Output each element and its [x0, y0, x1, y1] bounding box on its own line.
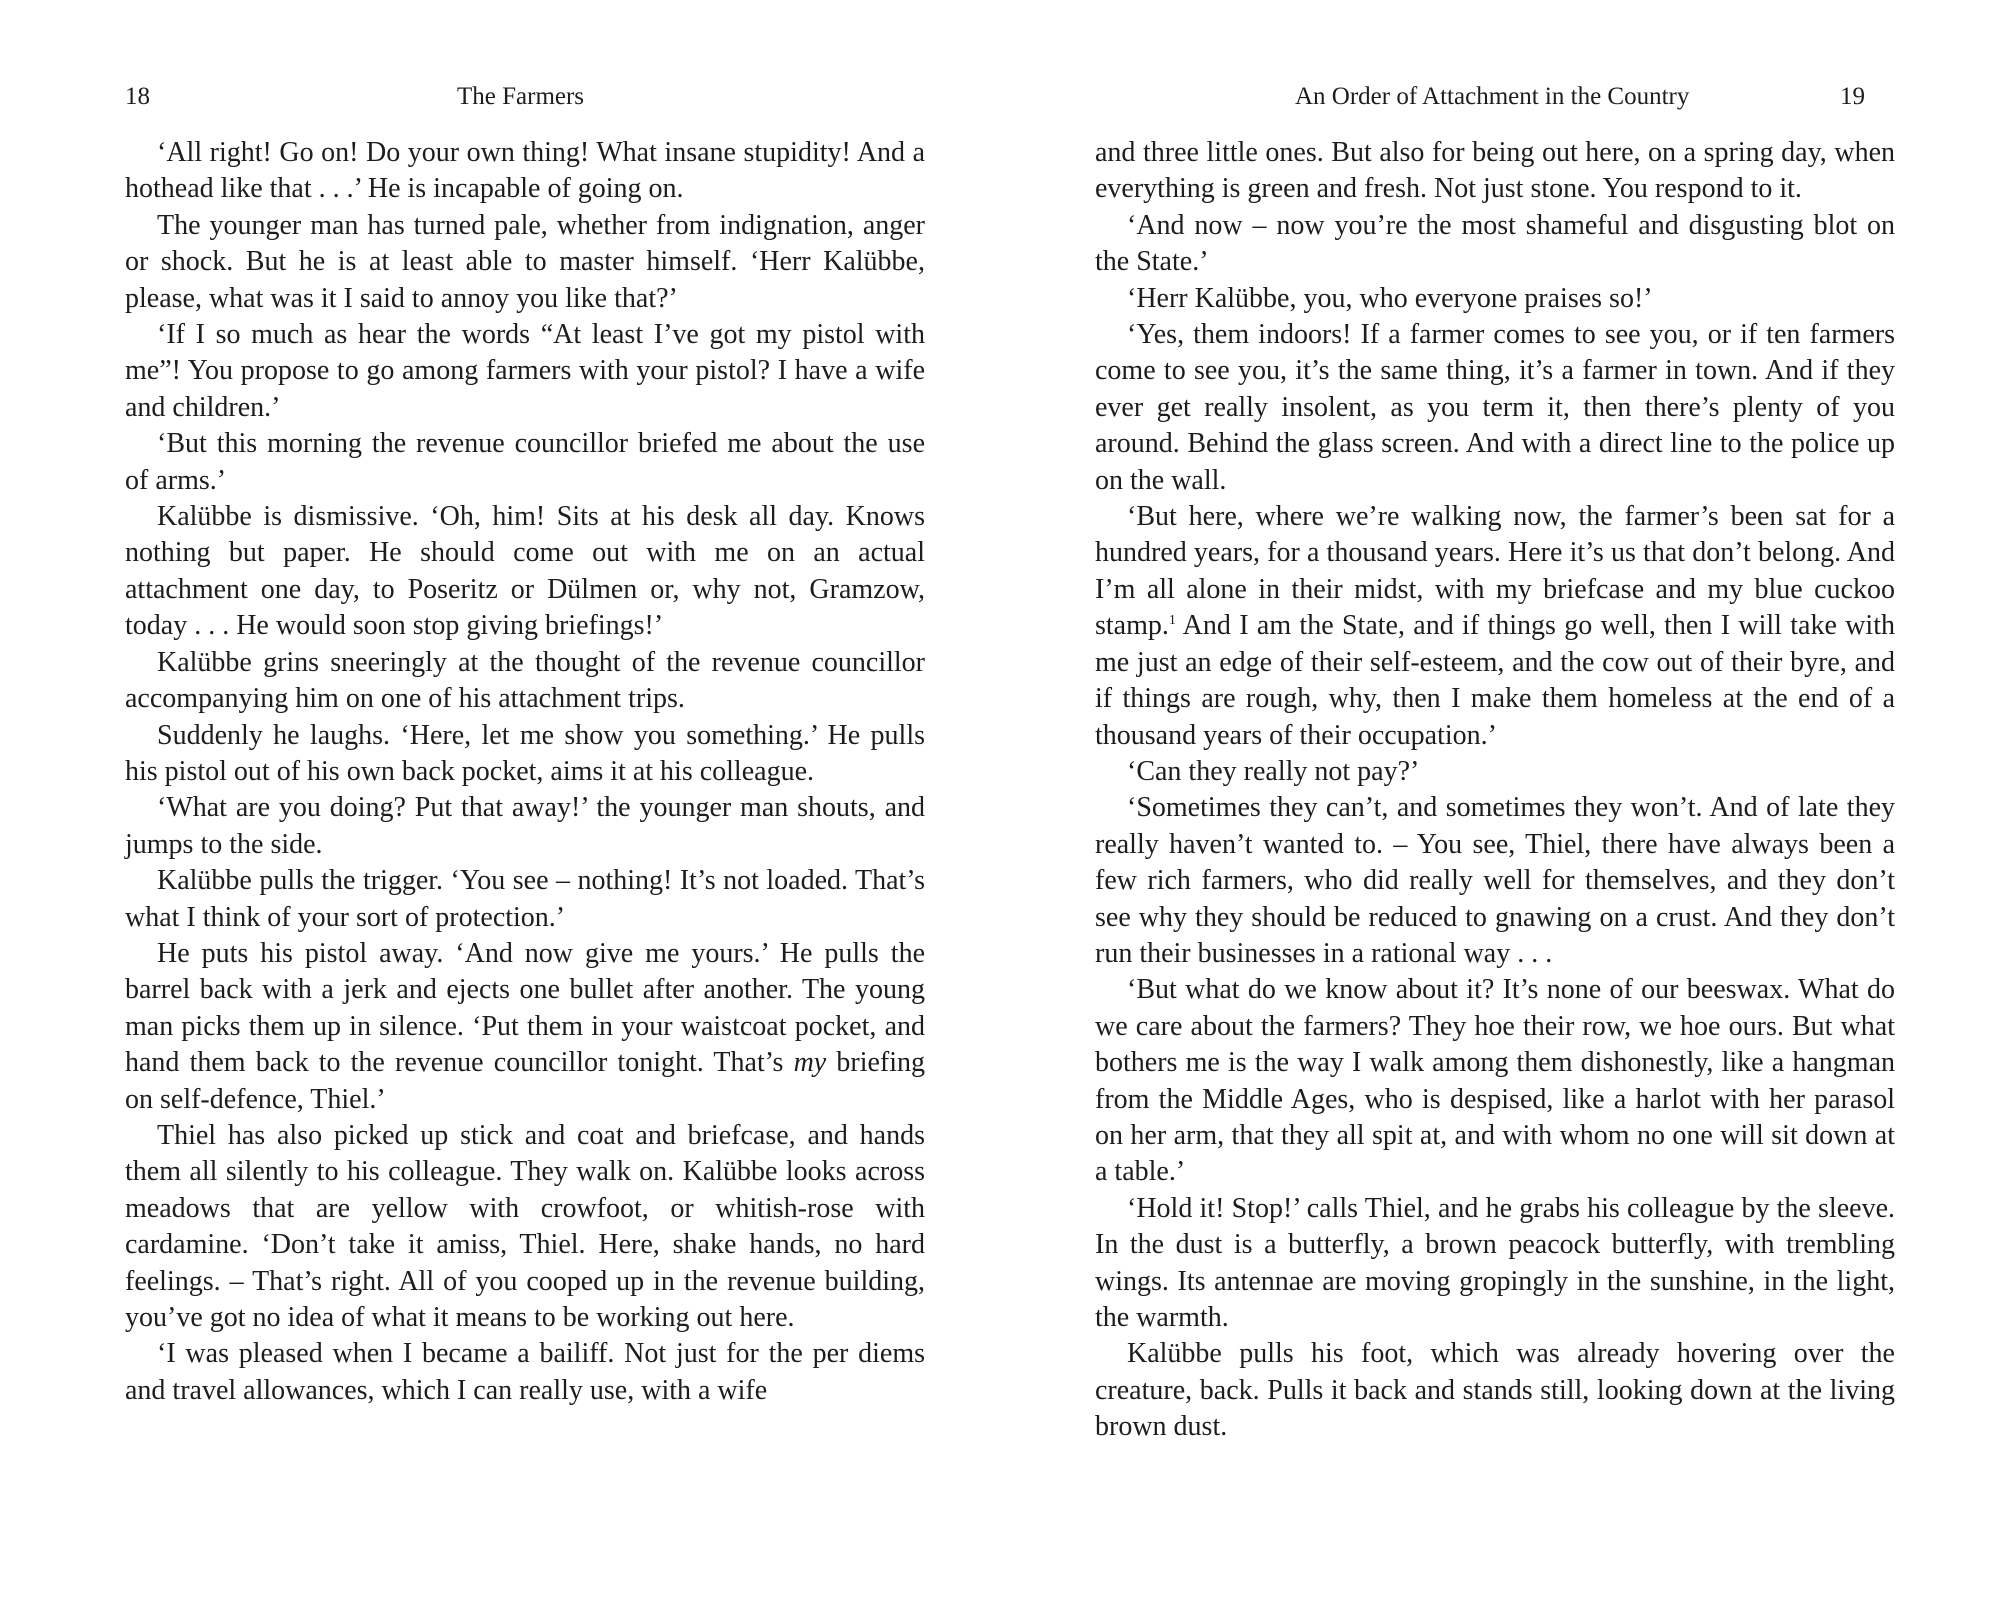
footnote-marker[interactable]: 1: [1168, 613, 1176, 629]
paragraph: ‘But this morning the revenue councillor briefed me about the use of arms.’: [125, 428, 925, 496]
paragraph: ‘What are you doing? Put that away!’ the younger man shouts, and jumps to the side.: [125, 792, 925, 860]
body-text: [125, 135, 925, 1409]
paragraph: Kalübbe pulls his foot, which was already hovering over the creature, back. Pulls it back and stands still, looking down at the living brown dust.: [1095, 1338, 1895, 1443]
emphasis: my: [793, 1047, 827, 1079]
paragraph-text: ‘But here, where we’re walking now, the farmer’s been sat for a hundred years, for a thousand years. Here it’s us that don’t belong. And I’m all alone in their midst, with my briefcase and my blue cuckoo stamp.: [1095, 501, 1895, 642]
paragraph: ‘I was pleased when I became a bailiff. Not just for the per diems and travel allowances, which I can really use, with a wife: [125, 1338, 925, 1406]
page-number: 19: [1840, 83, 1865, 110]
body-text: [1095, 135, 1895, 1446]
paragraph: ‘And now – now you’re the most shameful and disgusting blot on the State.’: [1095, 209, 1895, 278]
paragraph: ‘Can they really not pay?’: [1127, 755, 1420, 787]
paragraph: ‘Hold it! Stop!’ calls Thiel, and he grabs his colleague by the sleeve. In the dust is a butterfly, a brown peacock butterfly, with trembling wings. Its antennae are moving gropingly in the sunshine, in the light, the warmth.: [1095, 1192, 1895, 1333]
paragraph: Kalübbe is dismissive. ‘Oh, him! Sits at his desk all day. Knows nothing but paper. He should come out with me on an actual attachment one day, to Poseritz or Dülmen or, why not, Gramzow, today . . . He would soon stop giving briefings!’: [125, 501, 925, 642]
paragraph: ‘Herr Kalübbe, you, who everyone praises so!’: [1127, 282, 1653, 314]
paragraph: Suddenly he laughs. ‘Here, let me show you something.’ He pulls his pistol out of his own back pocket, aims it at his colleague.: [125, 719, 925, 787]
right-page: [1000, 0, 2000, 1602]
paragraph: ‘Yes, them indoors! If a farmer comes to see you, or if ten farmers come to see you, it’s the same thing, it’s a farmer in town. And if they ever get really insolent, as you term it, then there’s plenty of you around. Behind the glass screen. And with a direct line to the police up on the wall.: [1095, 319, 1895, 496]
paragraph: and three little ones. But also for being out here, on a spring day, when everything is green and fresh. Not just stone. You respond to it.: [1095, 137, 1895, 205]
paragraph: ‘But what do we know about it? It’s none of our beeswax. What do we care about the farmers? They hoe their row, we hoe ours. But what bothers me is the way I walk among them dishonestly, like a hangman from the Middle Ages, who is despised, like a harlot with her parasol on her arm, that they all spit at, and with whom no one will sit down at a table.’: [1095, 974, 1895, 1188]
paragraph: ‘All right! Go on! Do your own thing! What insane stupidity! And a hothead like that . . .’ He is incapable of going on.: [125, 137, 925, 205]
paragraph: [1095, 499, 1895, 754]
paragraph-text: He puts his pistol away. ‘And now give me yours.’ He pulls the barrel back with a jerk and ejects one bullet after another. The young man picks them up in silence. ‘Put them in your waistcoat pocket, and hand them back to the revenue councillor tonight. That’s: [125, 937, 925, 1079]
paragraph: The younger man has turned pale, whether from indignation, anger or shock. But he is at least able to master himself. ‘Herr Kalübbe, please, what was it I said to annoy you like that?’: [125, 209, 925, 314]
paragraph: Kalübbe grins sneeringly at the thought of the revenue councillor accompanying him on one of his attachment trips.: [125, 646, 925, 715]
paragraph: Thiel has also picked up stick and coat and briefcase, and hands them all silently to his colleague. They walk on. Kalübbe looks across meadows that are yellow with crowfoot, or whitish-rose with cardamine. ‘Don’t take it amiss, Thiel. Here, shake hands, no hard feelings. – That’s right. All of you cooped up in the revenue building, you’ve got no idea of what it means to be working out here.: [125, 1119, 925, 1333]
paragraph-text: briefing on self-defence, Thiel.’: [125, 1047, 926, 1115]
paragraph: [125, 936, 925, 1118]
paragraph: ‘If I so much as hear the words “At least I’ve got my pistol with me”! You propose to go among farmers with your pistol? I have a wife and children.’: [125, 319, 925, 423]
paragraph-text: And I am the State, and if things go well, then I will take with me just an edge of their self-esteem, and the cow out of their byre, and if things are rough, why, then I make them homeless at the end of a thousand years of their occupation.’: [1095, 610, 1895, 751]
page-number: 18: [125, 83, 150, 110]
paragraph: ‘Sometimes they can’t, and sometimes they won’t. And of late they really haven’t wanted to. – You see, Thiel, there have always been a few rich farmers, who did really well for themselves, and they don’t see why they should be reduced to gnawing on a crust. And they don’t run their businesses in a rational way . . .: [1095, 792, 1895, 969]
paragraph: Kalübbe pulls the trigger. ‘You see – nothing! It’s not loaded. That’s what I think of your sort of protection.’: [125, 865, 925, 933]
running-head: An Order of Attachment in the Country: [1295, 83, 1690, 110]
running-head: The Farmers: [457, 83, 585, 110]
